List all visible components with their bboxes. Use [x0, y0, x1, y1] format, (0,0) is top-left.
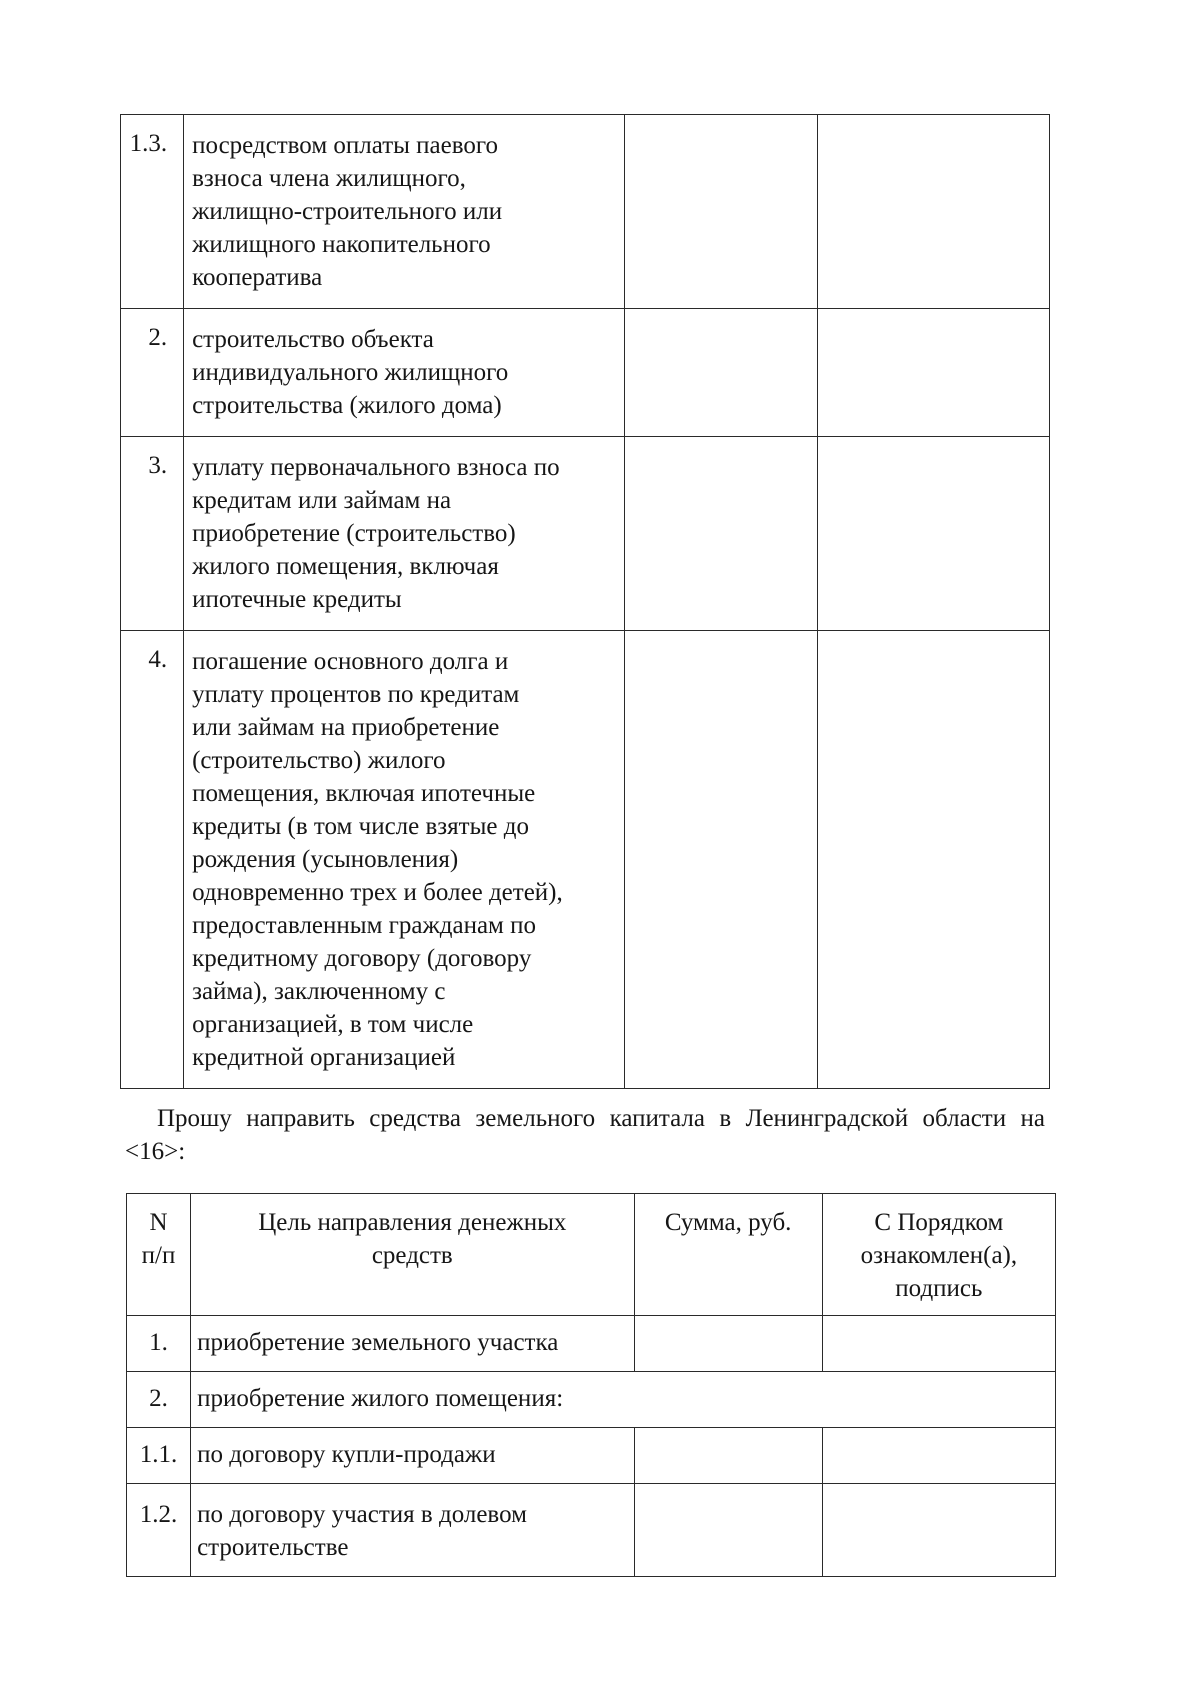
signature-cell: [817, 115, 1049, 309]
row-number: 1.1.: [127, 1428, 191, 1484]
table-header-row: [127, 1194, 1056, 1316]
row-purpose: погашение основного долга и уплату процентов по кредитам или займам на приобретение (строительство) жилого помещения, включая ипотечные кредиты (в том числе взятые до рождения (усыновления) одновременно трех и более детей), предоставленным гражданам по кредитному договору (договору займа), заключенному с организацией, в том числе кредитной организацией: [184, 631, 624, 1089]
table-row: [121, 631, 1050, 1089]
table-row: [121, 309, 1050, 437]
directions-table-continued: [120, 114, 1050, 1089]
land-capital-table: [126, 1193, 1056, 1577]
row-purpose: посредством оплаты паевого взноса члена жилищного, жилищно-строительного или жилищного накопительного кооператива: [184, 115, 624, 309]
signature-cell: [822, 1484, 1055, 1577]
sum-cell: [634, 1484, 822, 1577]
table-row: [121, 115, 1050, 309]
row-purpose: уплату первоначального взноса по кредитам или займам на приобретение (строительство) жилого помещения, включая ипотечные кредиты: [184, 437, 624, 631]
row-number: 2.: [127, 1372, 191, 1428]
signature-cell: [822, 1316, 1055, 1372]
sum-cell: [624, 631, 817, 1089]
row-purpose: приобретение земельного участка: [191, 1316, 634, 1372]
sum-cell: [624, 115, 817, 309]
row-purpose: по договору участия в долевом строительстве: [191, 1484, 634, 1577]
row-number: 1.3.: [121, 115, 184, 309]
row-purpose: строительство объекта индивидуального жилищного строительства (жилого дома): [184, 309, 624, 437]
signature-cell: [817, 309, 1049, 437]
table-row: [121, 437, 1050, 631]
sum-cell: [634, 1428, 822, 1484]
signature-cell: [822, 1428, 1055, 1484]
row-number: 2.: [121, 309, 184, 437]
signature-cell: [817, 631, 1049, 1089]
sum-cell: [634, 1316, 822, 1372]
header-signature: С Порядком ознакомлен(а), подпись: [822, 1194, 1055, 1316]
table-row: [127, 1316, 1056, 1372]
request-paragraph: Прошу направить средства земельного капитала в Ленинградской области на <16>:: [125, 1105, 1045, 1165]
row-purpose: приобретение жилого помещения:: [191, 1372, 1056, 1428]
row-number: 3.: [121, 437, 184, 631]
table-row: [127, 1372, 1056, 1428]
header-purpose: Цель направления денежных средств: [191, 1194, 634, 1316]
sum-cell: [624, 309, 817, 437]
sum-cell: [624, 437, 817, 631]
row-purpose: по договору купли-продажи: [191, 1428, 634, 1484]
signature-cell: [817, 437, 1049, 631]
header-number: N п/п: [127, 1194, 191, 1316]
header-sum: Сумма, руб.: [634, 1194, 822, 1316]
row-number: 1.: [127, 1316, 191, 1372]
row-number: 4.: [121, 631, 184, 1089]
table-row: [127, 1428, 1056, 1484]
row-number: 1.2.: [127, 1484, 191, 1577]
table-row: [127, 1484, 1056, 1577]
